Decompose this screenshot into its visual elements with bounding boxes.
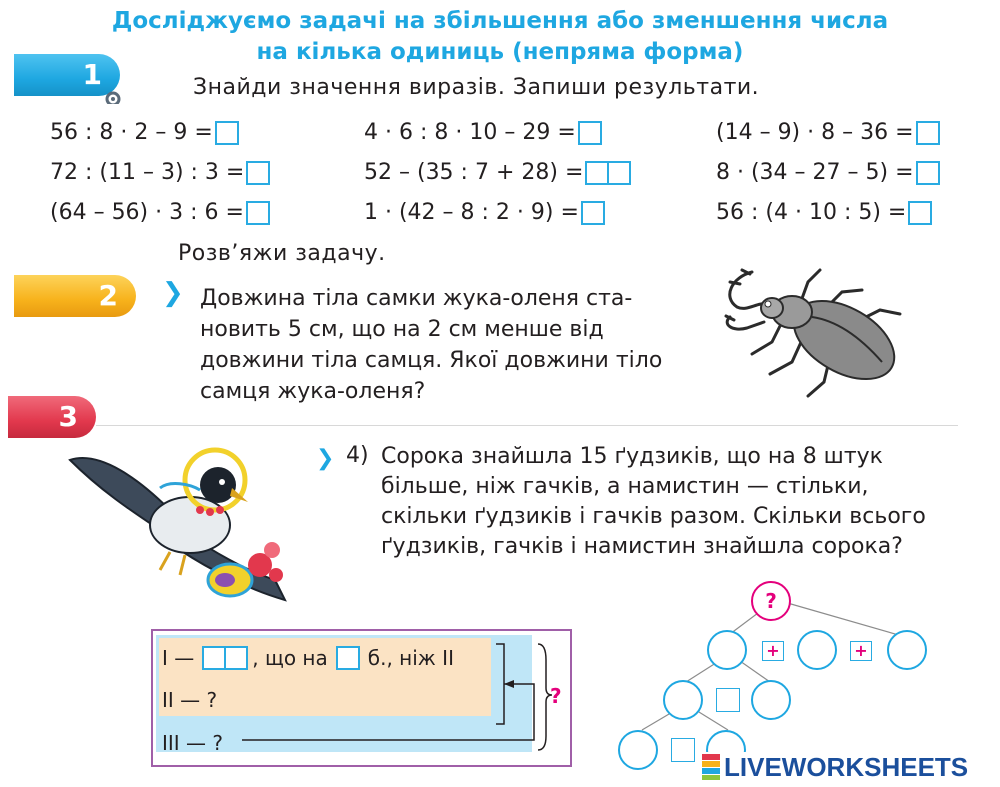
answer-box[interactable] xyxy=(916,121,940,145)
answer-box[interactable] xyxy=(215,121,239,145)
answer-box[interactable] xyxy=(916,161,940,185)
liveworksheets-logo[interactable]: LIVEWORKSHEETS xyxy=(724,752,969,782)
answer-box[interactable] xyxy=(246,201,270,225)
expression-text: 56 : (4 · 10 : 5) = xyxy=(716,200,907,225)
expression xyxy=(716,159,940,187)
expression-text: 1 · (42 – 8 : 2 · 9) = xyxy=(364,200,579,225)
scheme-question: ? xyxy=(550,684,562,708)
scheme-text: ІІІ — ? xyxy=(162,731,224,755)
expression-text: 8 · (34 – 27 – 5) = xyxy=(716,160,914,185)
item-label: 4) xyxy=(346,443,369,468)
plus-sign-box xyxy=(850,641,872,661)
stag-beetle-icon xyxy=(712,262,912,402)
expression xyxy=(716,119,940,147)
plus-sign: + xyxy=(766,641,780,660)
text-line: ґудзиків, гачків і намистин знайшла сорока? xyxy=(381,534,903,559)
expression-text: 4 · 6 : 8 · 10 – 29 = xyxy=(364,120,576,145)
task-1-instruction: Знайди значення виразів. Запиши результати. xyxy=(193,75,760,100)
expression xyxy=(716,199,932,227)
expression-text: 56 : 8 · 2 – 9 = xyxy=(50,120,213,145)
text-line: самця жука-оленя? xyxy=(200,379,426,404)
answer-box[interactable] xyxy=(908,201,932,225)
plus-sign-box xyxy=(762,641,784,661)
text-line: Сорока знайшла 15 ґудзиків, що на 8 штук xyxy=(381,444,883,469)
tree-circle[interactable] xyxy=(707,630,747,670)
tree-circle[interactable] xyxy=(663,680,703,720)
expression-text: 72 : (11 – 3) : 3 = xyxy=(50,160,245,185)
expression xyxy=(364,199,605,227)
expression xyxy=(50,119,239,147)
divider xyxy=(96,425,958,426)
scheme-text: , що на xyxy=(252,646,328,670)
operation-box[interactable] xyxy=(716,688,740,712)
task-3-number: 3 xyxy=(58,400,78,433)
tree-root-circle[interactable] xyxy=(751,581,791,621)
answer-box-two-digit[interactable] xyxy=(585,161,631,185)
task-2-text xyxy=(200,283,700,407)
magnifier-icon xyxy=(100,88,126,104)
expression xyxy=(364,119,602,147)
expression xyxy=(50,199,270,227)
task-3-tab xyxy=(8,396,96,438)
expression-text: (14 – 9) · 8 – 36 = xyxy=(716,120,914,145)
chevron-right-icon: ❯ xyxy=(162,278,184,308)
scheme-text: б., ніж ІІ xyxy=(367,646,454,670)
text-line: скільки ґудзиків і гачків разом. Скільки всього xyxy=(381,504,926,529)
scheme-line-3 xyxy=(162,731,223,755)
page-subtitle: на кілька одиниць (непряма форма) xyxy=(256,39,744,65)
text-line: новить 5 см, що на 2 см менше від xyxy=(200,317,604,342)
tree-circle[interactable] xyxy=(797,630,837,670)
text-line: більше, ніж гачків, а намистин — стільки, xyxy=(381,474,869,499)
expression-text: (64 – 56) · 3 : 6 = xyxy=(50,200,244,225)
task-3-text xyxy=(381,442,929,562)
scheme-text: І — xyxy=(162,646,195,670)
expression xyxy=(364,159,631,187)
tree-circle[interactable] xyxy=(751,680,791,720)
task-2-tab xyxy=(14,275,136,317)
tree-circle[interactable] xyxy=(618,730,658,770)
operation-box[interactable] xyxy=(671,738,695,762)
answer-box[interactable] xyxy=(578,121,602,145)
answer-box[interactable] xyxy=(246,161,270,185)
task-2-number: 2 xyxy=(98,279,118,312)
expression-text: 52 – (35 : 7 + 28) = xyxy=(364,160,584,185)
expression xyxy=(50,159,270,187)
page-title: Досліджуємо задачі на збільшення або зменшення числа xyxy=(111,8,889,34)
scheme-connectors xyxy=(240,640,570,755)
plus-sign: + xyxy=(854,641,868,660)
logo-mark-icon xyxy=(702,754,720,780)
scheme-text: ІІ — ? xyxy=(162,688,218,712)
tree-root-label: ? xyxy=(765,589,777,613)
tree-circle[interactable] xyxy=(887,630,927,670)
chevron-right-icon: ❯ xyxy=(316,446,335,471)
magpie-icon xyxy=(60,440,290,610)
scheme-line-2 xyxy=(162,688,217,712)
task-2-instruction: Розв’яжи задачу. xyxy=(178,241,386,266)
answer-box[interactable] xyxy=(581,201,605,225)
task-1-number: 1 xyxy=(82,58,102,91)
text-line: Довжина тіла самки жука-оленя ста- xyxy=(200,286,633,311)
text-line: довжини тіла самця. Якої довжини тіло xyxy=(200,348,663,373)
